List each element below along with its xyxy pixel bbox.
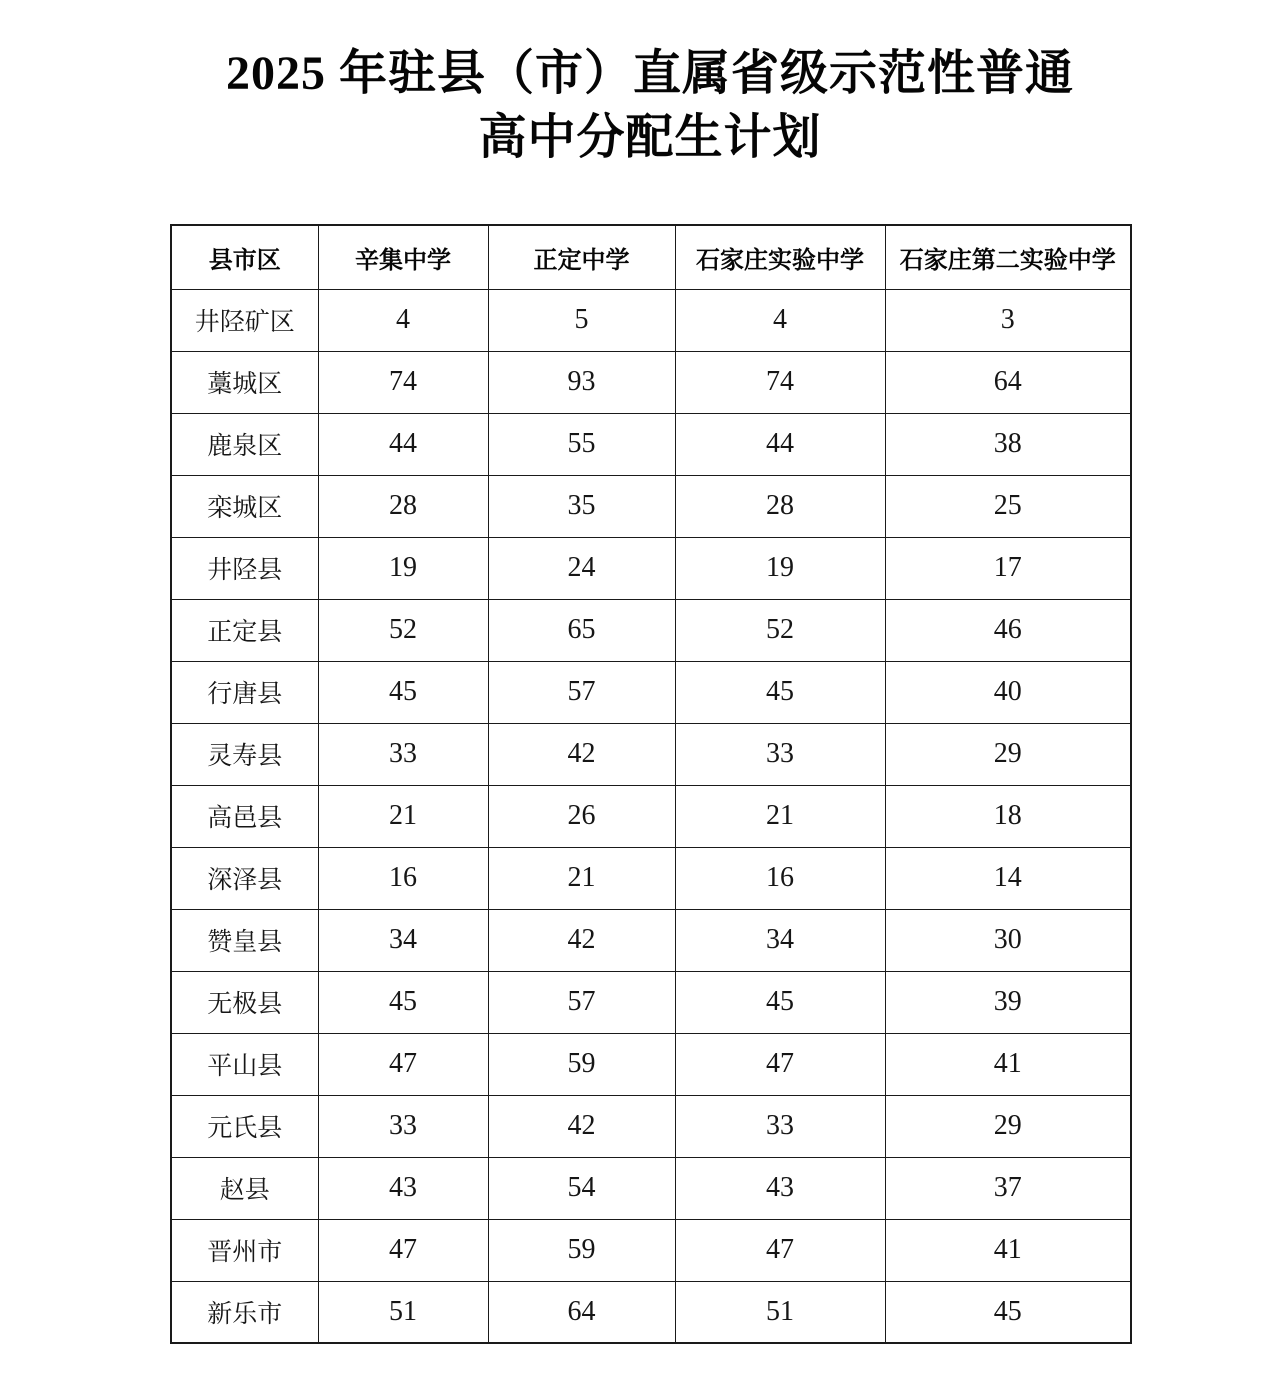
value-cell: 18	[885, 785, 1131, 847]
region-cell: 正定县	[171, 599, 318, 661]
value-cell: 21	[675, 785, 885, 847]
document-content	[170, 0, 1130, 1344]
value-cell: 16	[318, 847, 488, 909]
region-cell: 赞皇县	[171, 909, 318, 971]
value-cell: 64	[885, 351, 1131, 413]
header-row	[171, 225, 1131, 289]
value-cell: 74	[675, 351, 885, 413]
table-row	[171, 351, 1131, 413]
table-header	[171, 225, 1131, 289]
value-cell: 21	[488, 847, 675, 909]
value-cell: 65	[488, 599, 675, 661]
region-cell: 行唐县	[171, 661, 318, 723]
value-cell: 34	[318, 909, 488, 971]
value-cell: 38	[885, 413, 1131, 475]
value-cell: 42	[488, 723, 675, 785]
region-cell: 平山县	[171, 1033, 318, 1095]
header-cell-school-1: 辛集中学	[318, 225, 488, 289]
value-cell: 28	[318, 475, 488, 537]
value-cell: 44	[318, 413, 488, 475]
value-cell: 33	[675, 1095, 885, 1157]
region-cell: 井陉县	[171, 537, 318, 599]
table-row	[171, 537, 1131, 599]
value-cell: 5	[488, 289, 675, 351]
value-cell: 17	[885, 537, 1131, 599]
value-cell: 14	[885, 847, 1131, 909]
value-cell: 19	[675, 537, 885, 599]
value-cell: 45	[675, 661, 885, 723]
value-cell: 33	[675, 723, 885, 785]
table-row	[171, 909, 1131, 971]
value-cell: 37	[885, 1157, 1131, 1219]
value-cell: 29	[885, 1095, 1131, 1157]
value-cell: 30	[885, 909, 1131, 971]
table-row	[171, 1095, 1131, 1157]
value-cell: 16	[675, 847, 885, 909]
value-cell: 47	[318, 1219, 488, 1281]
value-cell: 45	[318, 971, 488, 1033]
region-cell: 深泽县	[171, 847, 318, 909]
value-cell: 4	[675, 289, 885, 351]
value-cell: 41	[885, 1033, 1131, 1095]
value-cell: 47	[675, 1219, 885, 1281]
value-cell: 39	[885, 971, 1131, 1033]
value-cell: 93	[488, 351, 675, 413]
value-cell: 51	[675, 1281, 885, 1343]
value-cell: 3	[885, 289, 1131, 351]
value-cell: 55	[488, 413, 675, 475]
value-cell: 4	[318, 289, 488, 351]
table-row	[171, 413, 1131, 475]
table-row	[171, 971, 1131, 1033]
value-cell: 64	[488, 1281, 675, 1343]
value-cell: 42	[488, 1095, 675, 1157]
header-cell-region: 县市区	[171, 225, 318, 289]
value-cell: 29	[885, 723, 1131, 785]
page-title-line2: 高中分配生计划	[478, 111, 822, 164]
value-cell: 45	[675, 971, 885, 1033]
value-cell: 42	[488, 909, 675, 971]
table-row	[171, 1281, 1131, 1343]
value-cell: 44	[675, 413, 885, 475]
value-cell: 57	[488, 971, 675, 1033]
value-cell: 59	[488, 1219, 675, 1281]
value-cell: 46	[885, 599, 1131, 661]
table-row	[171, 289, 1131, 351]
region-cell: 赵县	[171, 1157, 318, 1219]
value-cell: 52	[318, 599, 488, 661]
table-row	[171, 847, 1131, 909]
value-cell: 28	[675, 475, 885, 537]
table-row	[171, 1033, 1131, 1095]
header-cell-school-3: 石家庄实验中学	[675, 225, 885, 289]
table-row	[171, 1219, 1131, 1281]
table-row	[171, 599, 1131, 661]
value-cell: 74	[318, 351, 488, 413]
allocation-plan-table	[170, 224, 1132, 1344]
header-cell-school-4: 石家庄第二实验中学	[885, 225, 1131, 289]
value-cell: 47	[675, 1033, 885, 1095]
value-cell: 57	[488, 661, 675, 723]
table-row	[171, 1157, 1131, 1219]
region-cell: 藁城区	[171, 351, 318, 413]
value-cell: 51	[318, 1281, 488, 1343]
value-cell: 43	[675, 1157, 885, 1219]
value-cell: 19	[318, 537, 488, 599]
region-cell: 新乐市	[171, 1281, 318, 1343]
page-title-line1: 2025 年驻县（市）直属省级示范性普通	[225, 47, 1074, 100]
value-cell: 40	[885, 661, 1131, 723]
value-cell: 34	[675, 909, 885, 971]
value-cell: 41	[885, 1219, 1131, 1281]
value-cell: 45	[318, 661, 488, 723]
region-cell: 元氏县	[171, 1095, 318, 1157]
table-row	[171, 785, 1131, 847]
value-cell: 43	[318, 1157, 488, 1219]
table-row	[171, 723, 1131, 785]
value-cell: 33	[318, 723, 488, 785]
table-body	[171, 289, 1131, 1343]
value-cell: 24	[488, 537, 675, 599]
value-cell: 35	[488, 475, 675, 537]
value-cell: 21	[318, 785, 488, 847]
value-cell: 59	[488, 1033, 675, 1095]
region-cell: 灵寿县	[171, 723, 318, 785]
region-cell: 晋州市	[171, 1219, 318, 1281]
value-cell: 26	[488, 785, 675, 847]
header-cell-school-2: 正定中学	[488, 225, 675, 289]
table-row	[171, 475, 1131, 537]
page-title	[170, 42, 1130, 170]
region-cell: 高邑县	[171, 785, 318, 847]
value-cell: 54	[488, 1157, 675, 1219]
region-cell: 无极县	[171, 971, 318, 1033]
value-cell: 47	[318, 1033, 488, 1095]
value-cell: 25	[885, 475, 1131, 537]
table-row	[171, 661, 1131, 723]
value-cell: 52	[675, 599, 885, 661]
value-cell: 33	[318, 1095, 488, 1157]
region-cell: 栾城区	[171, 475, 318, 537]
value-cell: 45	[885, 1281, 1131, 1343]
region-cell: 井陉矿区	[171, 289, 318, 351]
region-cell: 鹿泉区	[171, 413, 318, 475]
